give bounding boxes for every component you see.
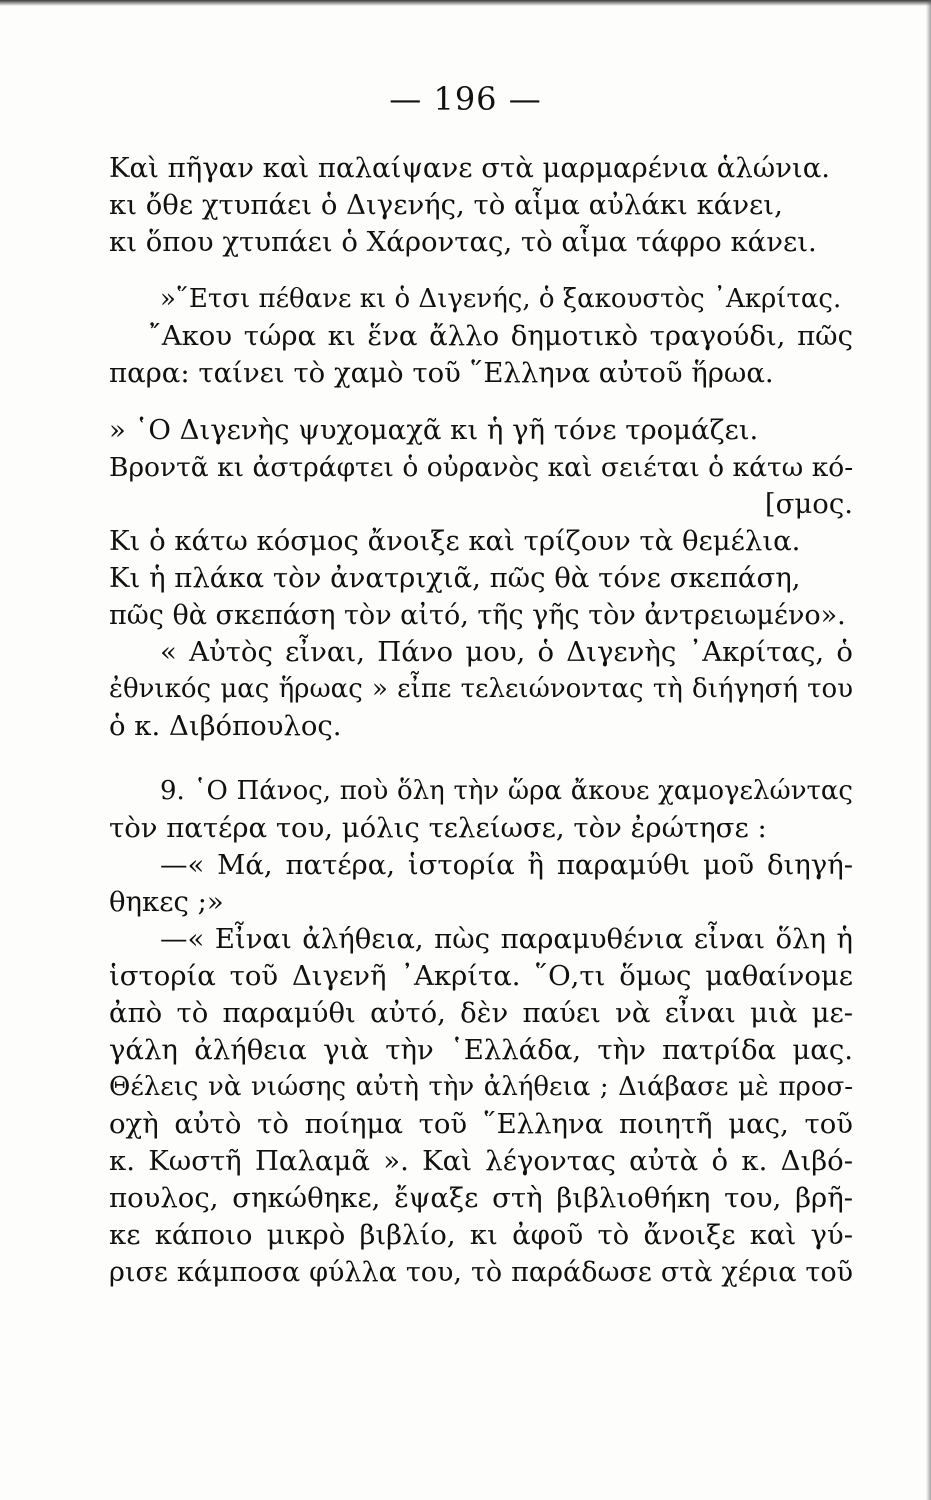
page-number: — 196 — <box>389 80 542 118</box>
text-line: »῞Ετσι πέθανε κι ὁ Διγενής, ὁ ξακουστὸς ᾿Ακρίτας. <box>160 284 842 314</box>
text-line: —« Εἶναι ἀλήθεια, πὼς παραμυθένια εἶναι ὅλη ἡ <box>160 923 853 955</box>
text-line: ἐθνικός μας ἥρωας » εἶπε τελειώνοντας τὴ διήγησή του <box>109 674 853 704</box>
text-line: Καὶ πῆγαν καὶ παλαίψανε στὰ μαρμαρένια ἁλώνια. <box>109 152 831 184</box>
text-line: ῎Ακου τώρα κι ἕνα ἄλλο δημοτικὸ τραγούδι, πῶς <box>148 320 853 352</box>
page-top-edge-shadow <box>0 0 931 6</box>
text-line: Βροντᾶ κι ἀστράφτει ὁ οὐρανὸς καὶ σειέται ὁ κάτω κό- <box>109 452 854 483</box>
text-line: 9. ῾Ο Πάνος, ποὺ ὅλη τὴν ὥρα ἄκουε χαμογελώντας <box>160 776 853 806</box>
text-line: κε κάποιο μικρὸ βιβλίο, κι ἀφοῦ τὸ ἄνοιξε καὶ γύ- <box>109 1219 853 1251</box>
text-line: οχὴ αὐτὸ τὸ ποίημα τοῦ ῞Ελληνα ποιητῆ μας, τοῦ <box>109 1108 853 1140</box>
text-line: πῶς θὰ σκεπάση τὸν αἰτό, τῆς γῆς τὸν ἀντρειωμένο». <box>109 600 846 631</box>
text-line: —« Μά, πατέρα, ἱστορία ἢ παραμύθι μοῦ διηγή- <box>160 849 853 881</box>
text-line: πουλος, σηκώθηκε, ἔψαξε στὴ βιβλιοθήκη του, βρῆ- <box>109 1182 853 1214</box>
text-line: ἱστορία τοῦ Διγενῆ ᾿Ακρίτα. ῞Ο,τι ὅμως μαθαίνομε <box>109 960 853 992</box>
text-line: [σμος. <box>764 488 853 520</box>
text-line: γάλη ἀλήθεια γιὰ τὴν ῾Ελλάδα, τὴν πατρίδα μας. <box>109 1034 853 1066</box>
text-line: « Αὐτὸς εἶναι, Πάνο μου, ὁ Διγενὴς ᾿Ακρίτας, ὁ <box>160 636 853 668</box>
text-line: κι ὄθε χτυπάει ὁ Διγενής, τὸ αἷμα αὐλάκι κάνει, <box>109 189 783 221</box>
text-line: παρα: ταίνει τὸ χαμὸ τοῦ ῞Ελληνα αὐτοῦ ἥρωα. <box>109 357 774 389</box>
text-line: κ. Κωστῆ Παλαμᾶ ». Καὶ λέγοντας αὐτὰ ὁ κ. Διβό- <box>109 1145 853 1177</box>
text-line: » ῾Ο Διγενὴς ψυχομαχᾶ κι ἡ γῆ τόνε τρομάζει. <box>109 414 759 446</box>
text-line: κι ὅπου χτυπάει ὁ Χάροντας, τὸ αἷμα τάφρο κάνει. <box>109 226 817 258</box>
text-line: ρισε κάμποσα φύλλα του, τὸ παράδωσε στὰ χέρια τοῦ <box>109 1257 853 1288</box>
text-line: θηκες ;» <box>109 886 224 918</box>
text-line: ἀπὸ τὸ παραμύθι αὐτό, δὲν παύει νὰ εἶναι μιὰ με- <box>109 997 853 1029</box>
text-line: τὸν πατέρα του, μόλις τελείωσε, τὸν ἐρώτησε : <box>109 812 767 844</box>
body-text <box>0 150 931 1291</box>
text-line: Θέλεις νὰ νιώσης αὐτὴ τὴν ἀλήθεια ; Διάβασε μὲ προσ- <box>109 1072 853 1102</box>
text-line: ὁ κ. Διβόπουλος. <box>109 710 342 742</box>
text-line: Κι ὁ κάτω κόσμος ἄνοιξε καὶ τρίζουν τὰ θεμέλια. <box>109 525 801 557</box>
text-line: Κι ἡ πλάκα τὸν ἀνατριχιᾶ, πῶς θὰ τόνε σκεπάση, <box>109 562 801 594</box>
